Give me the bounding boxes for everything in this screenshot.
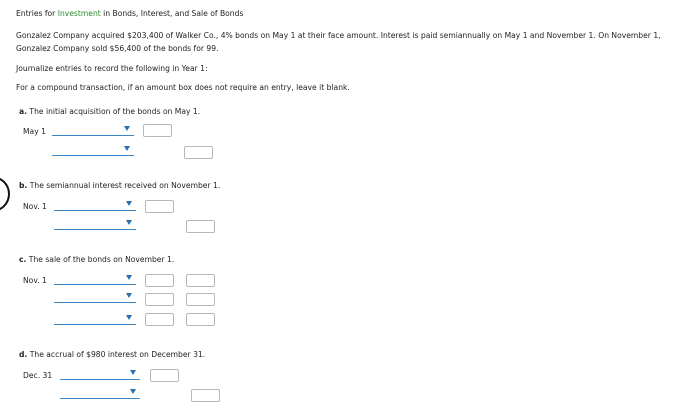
chevron-down-icon [126,201,132,206]
section-d-debit-input-1[interactable] [150,369,179,382]
section-a-credit-input-2[interactable] [184,146,213,159]
chevron-down-icon [126,220,132,225]
chevron-down-icon [126,315,132,320]
problem-text-line-1: Gonzalez Company acquired $203,400 of Walker Co., 4% bonds on May 1 at their face amount. Interest is paid semiannually on May 1 and November 1. On November 1, [16,31,661,40]
investment-link[interactable]: Investment [57,9,101,18]
section-c-credit-input-3[interactable] [186,313,215,326]
chevron-down-icon [130,389,136,394]
section-c-credit-input-2[interactable] [186,293,215,306]
chevron-down-icon [126,293,132,298]
section-c-credit-input-1[interactable] [186,274,215,287]
section-c-debit-input-2[interactable] [145,293,174,306]
section-a-account-select-1[interactable] [52,125,134,136]
section-a-debit-input-1[interactable] [143,124,172,137]
section-c-debit-input-1[interactable] [145,274,174,287]
chevron-down-icon [124,146,130,151]
section-a-account-select-2[interactable] [52,145,134,156]
section-c-heading: c. The sale of the bonds on November 1. [19,255,175,264]
section-d-account-select-1[interactable] [60,369,140,380]
section-c-date: Nov. 1 [23,276,47,285]
chevron-down-icon [130,370,136,375]
note-text: For a compound transaction, if an amount box does not require an entry, leave it blank. [16,83,350,92]
section-b-debit-input-1[interactable] [145,200,174,213]
page-title: Entries for Investment in Bonds, Interest, and Sale of Bonds [16,9,244,18]
instruction-text: Journalize entries to record the following in Year 1: [16,64,208,73]
chevron-down-icon [124,126,130,131]
section-c-debit-input-3[interactable] [145,313,174,326]
section-c-account-select-2[interactable] [54,292,136,303]
problem-text-line-2: Gonzalez Company sold $56,400 of the bonds for 99. [16,44,219,53]
section-d-date: Dec. 31 [23,371,53,380]
section-b-account-select-1[interactable] [54,200,136,211]
section-b-date: Nov. 1 [23,202,47,211]
section-b-account-select-2[interactable] [54,219,136,230]
section-b-heading: b. The semiannual interest received on November 1. [19,181,221,190]
cursor-ring-icon [0,176,10,212]
section-b-credit-input-2[interactable] [186,220,215,233]
section-c-account-select-1[interactable] [54,274,136,285]
section-d-credit-input-2[interactable] [191,389,220,402]
section-a-date: May 1 [23,127,46,136]
section-a-heading: a. The initial acquisition of the bonds on May 1. [19,107,201,116]
section-d-heading: d. The accrual of $980 interest on December 31. [19,350,206,359]
chevron-down-icon [126,275,132,280]
section-d-account-select-2[interactable] [60,388,140,399]
section-c-account-select-3[interactable] [54,314,136,325]
